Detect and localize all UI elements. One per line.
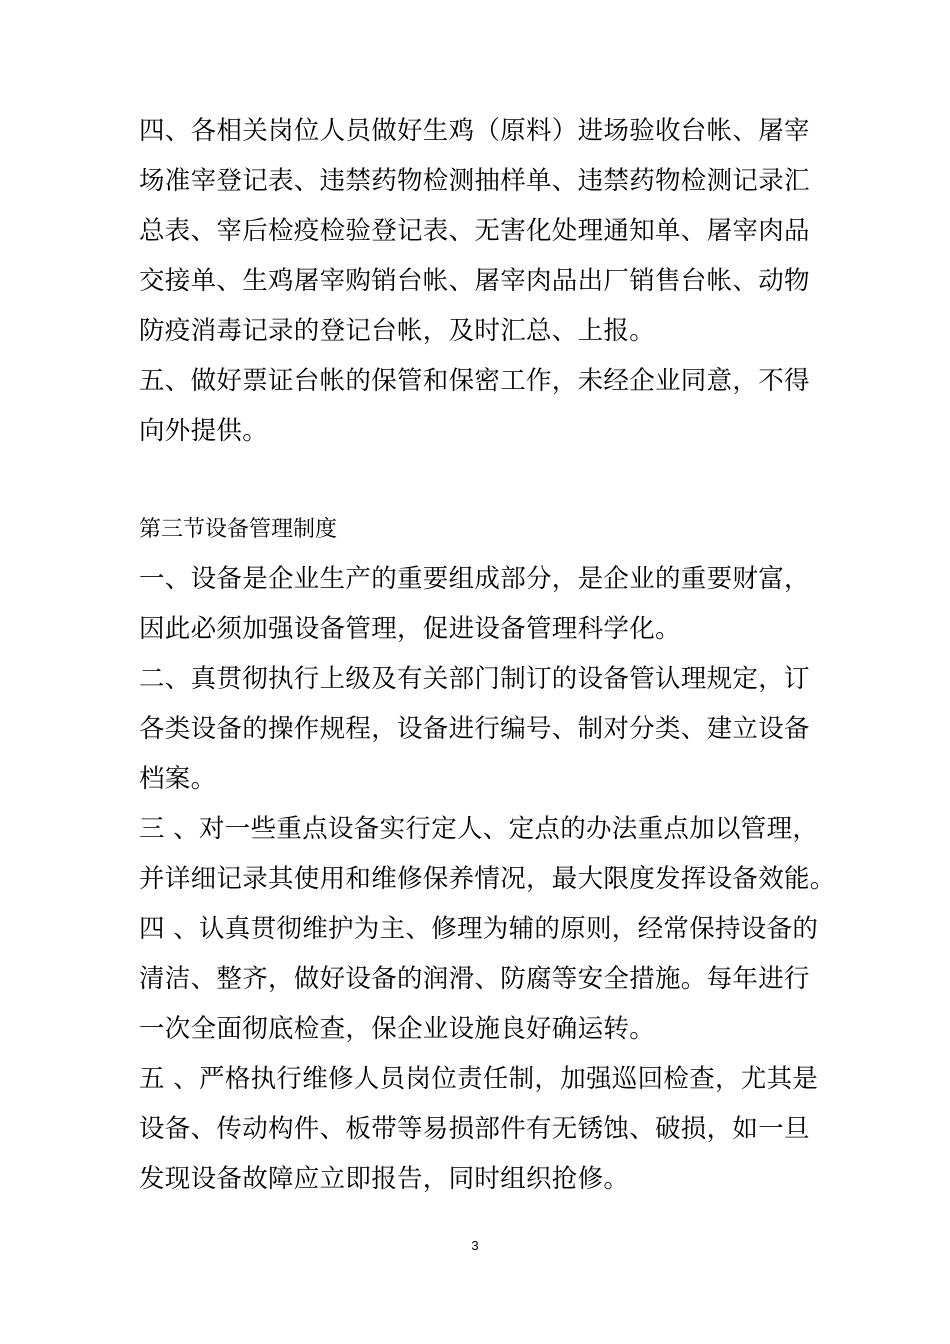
paragraph-line: 档案。	[139, 764, 217, 794]
paragraph-line: 一、设备是企业生产的重要组成部分，是企业的重要财富，	[139, 564, 810, 594]
paragraph-line: 四 、认真贯彻维护为主、修理为辅的原则，经常保持设备的	[139, 914, 819, 944]
paragraph-line: 四、各相关岗位人员做好生鸡（原料）进场验收台帐、屠宰	[139, 116, 810, 146]
section-heading: 第三节设备管理制度	[139, 517, 338, 542]
paragraph-line: 各类设备的操作规程，设备进行编号、制对分类、建立设备	[139, 714, 810, 744]
paragraph-line: 五 、严格执行维修人员岗位责任制，加强巡回检查，尤其是	[139, 1064, 819, 1094]
paragraph-line: 并详细记录其使用和维修保养情况，最大限度发挥设备效能。	[139, 864, 836, 894]
paragraph-line: 向外提供。	[139, 416, 269, 446]
paragraph-line: 二、真贯彻执行上级及有关部门制订的设备管认理规定，订	[139, 664, 810, 694]
paragraph-line: 交接单、生鸡屠宰购销台帐、屠宰肉品出厂销售台帐、动物	[139, 266, 810, 296]
paragraph-line: 防疫消毒记录的登记台帐，及时汇总、上报。	[139, 316, 656, 346]
paragraph-line: 五、做好票证台帐的保管和保密工作，未经企业同意，不得	[139, 366, 810, 396]
paragraph-line: 一次全面彻底检查，保企业设施良好确运转。	[139, 1014, 656, 1044]
paragraph-line: 总表、宰后检疫检验登记表、无害化处理通知单、屠宰肉品	[139, 216, 810, 246]
paragraph-line: 清洁、整齐，做好设备的润滑、防腐等安全措施。每年进行	[139, 964, 810, 994]
paragraph-line: 因此必须加强设备管理，促进设备管理科学化。	[139, 614, 681, 644]
paragraph-line: 三 、对一些重点设备实行定人、定点的办法重点加以管理，	[139, 814, 819, 844]
page-number: 3	[471, 1238, 479, 1253]
paragraph-line: 发现设备故障应立即报告，同时组织抢修。	[139, 1164, 630, 1194]
paragraph-line: 设备、传动构件、板带等易损部件有无锈蚀、破损，如一旦	[139, 1114, 810, 1144]
paragraph-line: 场准宰登记表、违禁药物检测抽样单、违禁药物检测记录汇	[139, 166, 810, 196]
